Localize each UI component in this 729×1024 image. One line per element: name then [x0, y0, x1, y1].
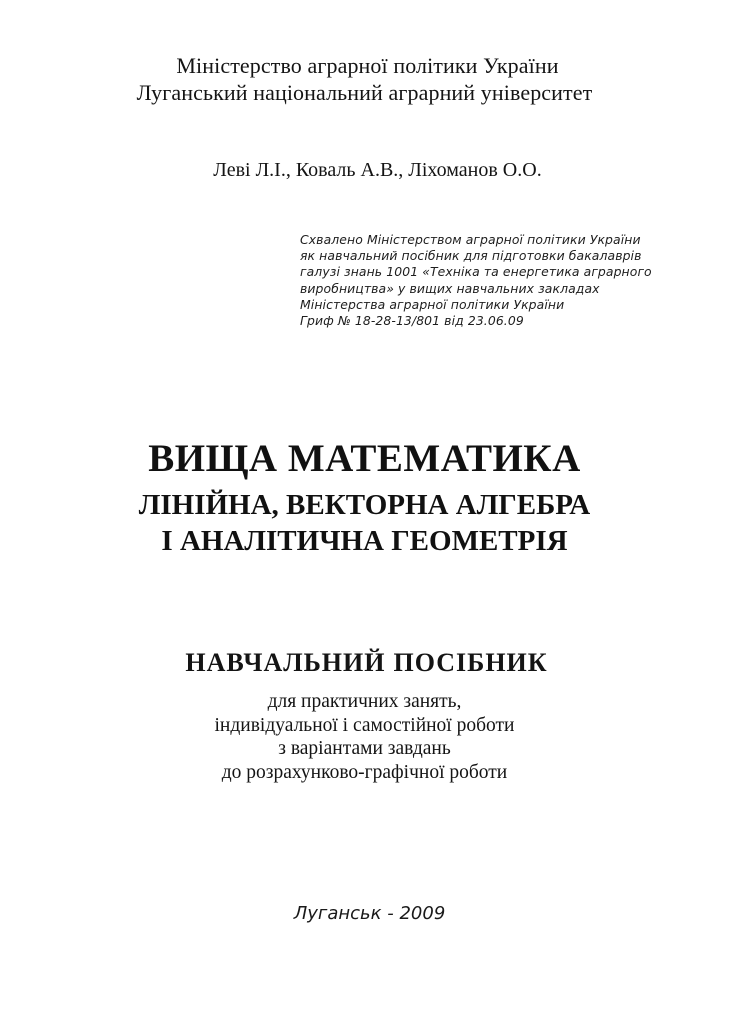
- description-line: до розрахунково-графічної роботи: [221, 761, 508, 783]
- description-line: для практичних занять,: [267, 691, 462, 712]
- institution-header: [0, 52, 729, 106]
- description-line: з варіантами завдань: [278, 738, 451, 759]
- approval-line: Міністерства аграрної політики України: [300, 296, 565, 312]
- approval-line: як навчальний посібник для підготовки бакалаврів: [300, 248, 642, 264]
- approval-line: виробництва» у вищих навчальних закладах: [300, 280, 600, 296]
- approval-line: Схвалено Міністерством аграрної політики України: [300, 232, 641, 247]
- book-title: [0, 437, 729, 559]
- approval-line: галузі знань 1001 «Техніка та енергетика аграрного: [300, 264, 652, 280]
- title-line-3: І АНАЛІТИЧНА ГЕОМЕТРІЯ: [161, 525, 568, 557]
- imprint-city-year: Луганськ - 2009: [293, 903, 446, 924]
- ministry-name: Міністерство аграрної політики України: [176, 53, 559, 78]
- approval-stamp: [300, 232, 680, 329]
- subtitle-word-1: НАВЧАЛЬНИЙ: [185, 648, 386, 677]
- title-main: ВИЩА МАТЕМАТИКА: [148, 437, 581, 480]
- authors-line: Леві Л.І., Коваль А.В., Ліхоманов О.О.: [213, 159, 542, 181]
- subtitle-word-2: ПОСІБНИК: [393, 648, 548, 677]
- title-line-2: ЛІНІЙНА, ВЕКТОРНА АЛГЕБРА: [138, 489, 591, 521]
- description-line: індивідуальної і самостійної роботи: [214, 714, 515, 736]
- book-type-heading: [0, 648, 729, 678]
- approval-grif-number: Гриф № 18-28-13/801 від 23.06.09: [300, 313, 524, 329]
- university-name: Луганський національний аграрний університет: [136, 80, 593, 105]
- book-description: [0, 690, 729, 784]
